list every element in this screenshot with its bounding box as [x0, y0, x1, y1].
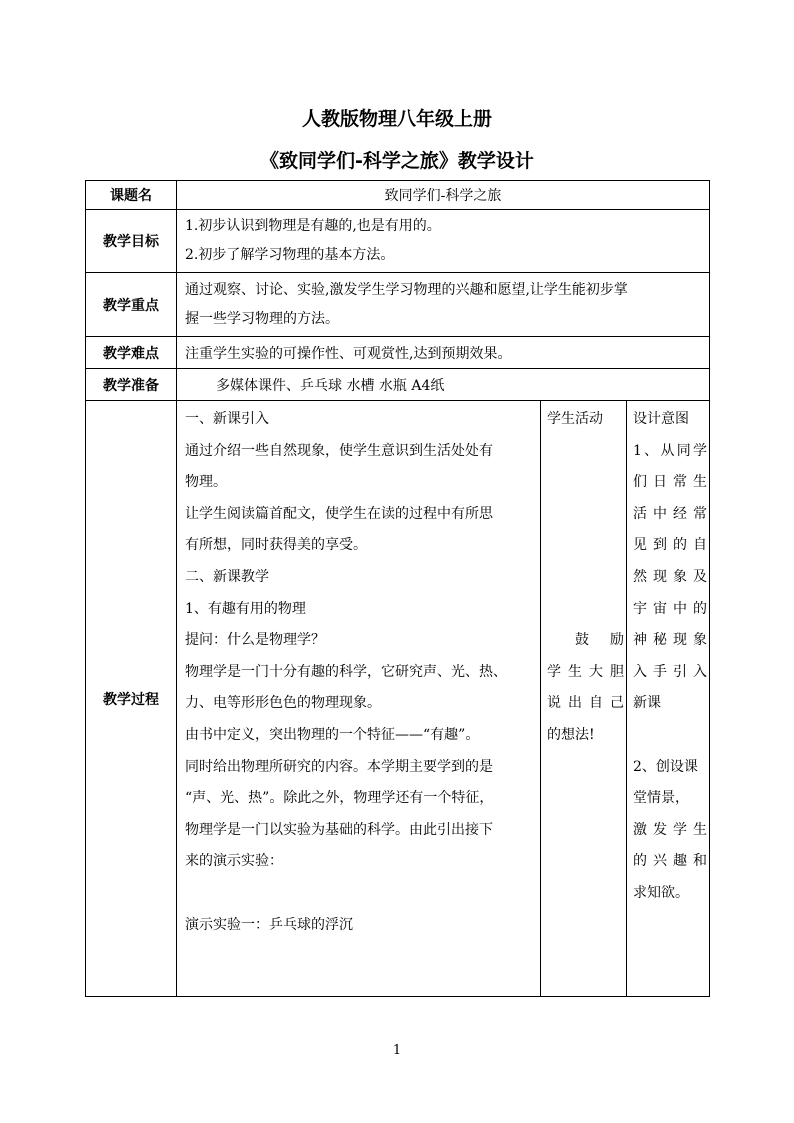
- process-line: 物理学是一门十分有趣的科学，它研究声、光、热、: [185, 663, 507, 680]
- student-activity-line: 说出自己: [547, 695, 624, 712]
- process-line: 由书中定义，突出物理的一个特征——“有趣”。: [185, 726, 480, 743]
- process-line: 物理。: [185, 474, 227, 491]
- document-subtitle: 《致同学们-科学之旅》教学设计: [260, 150, 534, 172]
- process-line: “声、光、热”。除此之外，物理学还有一个特征，: [185, 790, 494, 807]
- student-activity-column: [541, 401, 627, 997]
- key-point-line: 握一些学习物理的方法。: [185, 310, 339, 327]
- process-line: 让学生阅读篇首配文，使学生在读的过程中有所思: [185, 505, 493, 522]
- row-goals: [86, 210, 710, 273]
- row-difficulty: [86, 337, 710, 369]
- label-preparation: 教学准备: [86, 369, 177, 401]
- design-intent-line: 神秘现象: [633, 632, 708, 649]
- goal-line: 1.初步认识到物理是有趣的,也是有用的。: [185, 218, 441, 234]
- student-activity-line: 学生大胆: [547, 663, 624, 680]
- design-intent-line: 2、创设课: [633, 758, 698, 775]
- label-key-points: 教学重点: [86, 273, 177, 337]
- label-course-name: 课题名: [86, 181, 177, 210]
- process-line: 有所想，同时获得美的享受。: [185, 537, 367, 554]
- design-intent-line: 堂情景，: [633, 790, 689, 807]
- value-difficulty: 注重学生实验的可操作性、可观赏性,达到预期效果。: [177, 337, 710, 369]
- lesson-plan-table: [85, 180, 710, 997]
- process-line: 力、电等形形色色的物理现象。: [185, 695, 381, 712]
- row-process: [86, 401, 710, 997]
- design-intent-line: 然现象及: [633, 568, 708, 585]
- design-intent-line: 见到的自: [633, 537, 708, 554]
- process-line: 二、新课教学: [185, 568, 269, 585]
- design-intent-header: 设计意图: [633, 411, 689, 427]
- design-intent-line: 新课: [633, 695, 661, 712]
- design-intent-line: 求知欲。: [633, 884, 689, 901]
- student-activity-line: 的想法!: [547, 726, 595, 743]
- process-line: 通过介绍一些自然现象，使学生意识到生活处处有: [185, 442, 493, 459]
- process-line: 一、新课引入: [185, 411, 269, 427]
- process-line: 同时给出物理所研究的内容。本学期主要学到的是: [185, 758, 493, 775]
- label-goals: 教学目标: [86, 210, 177, 273]
- student-activity-line: 鼓励: [575, 632, 624, 649]
- design-intent-line: [633, 720, 707, 752]
- value-goals: [177, 210, 710, 273]
- page-number: 1: [392, 1043, 402, 1058]
- value-course-name: 致同学们-科学之旅: [177, 181, 710, 210]
- document-title: 人教版物理八年级上册: [301, 108, 492, 130]
- student-activity-header: 学生活动: [547, 411, 603, 427]
- process-line: [185, 878, 536, 910]
- row-key-points: [86, 273, 710, 337]
- design-intent-line: 1、从同学: [633, 442, 708, 459]
- design-intent-line: 激发学生: [633, 821, 708, 838]
- design-intent-line: 入手引入: [633, 663, 708, 680]
- row-preparation: [86, 369, 710, 401]
- label-process: 教学过程: [86, 401, 177, 997]
- design-intent-line: 活中经常: [633, 505, 708, 522]
- process-line: 来的演示实验：: [185, 853, 283, 870]
- design-intent-line: 宇宙中的: [633, 600, 708, 617]
- key-point-line: 通过观察、讨论、实验,激发学生学习物理的兴趣和愿望,让学生能初步掌: [185, 281, 628, 298]
- process-line: 演示实验一：乒乓球的浮沉: [185, 916, 353, 933]
- process-line: 物理学是一门以实验为基础的科学。由此引出接下: [185, 821, 493, 838]
- process-line: 提问：什么是物理学？: [185, 632, 325, 649]
- design-intent-column: [627, 401, 710, 997]
- process-content: [177, 401, 541, 997]
- design-intent-line: 们日常生: [633, 474, 708, 491]
- value-preparation: 多媒体课件、乒乓球 水槽 水瓶 A4纸: [177, 369, 710, 401]
- row-course-name: [86, 181, 710, 210]
- goal-line: 2.初步了解学习物理的基本方法。: [185, 247, 395, 263]
- process-line: 1、有趣有用的物理: [185, 600, 306, 617]
- label-difficulty: 教学难点: [86, 337, 177, 369]
- design-intent-line: 的兴趣和: [633, 853, 708, 870]
- value-key-points: [177, 273, 710, 337]
